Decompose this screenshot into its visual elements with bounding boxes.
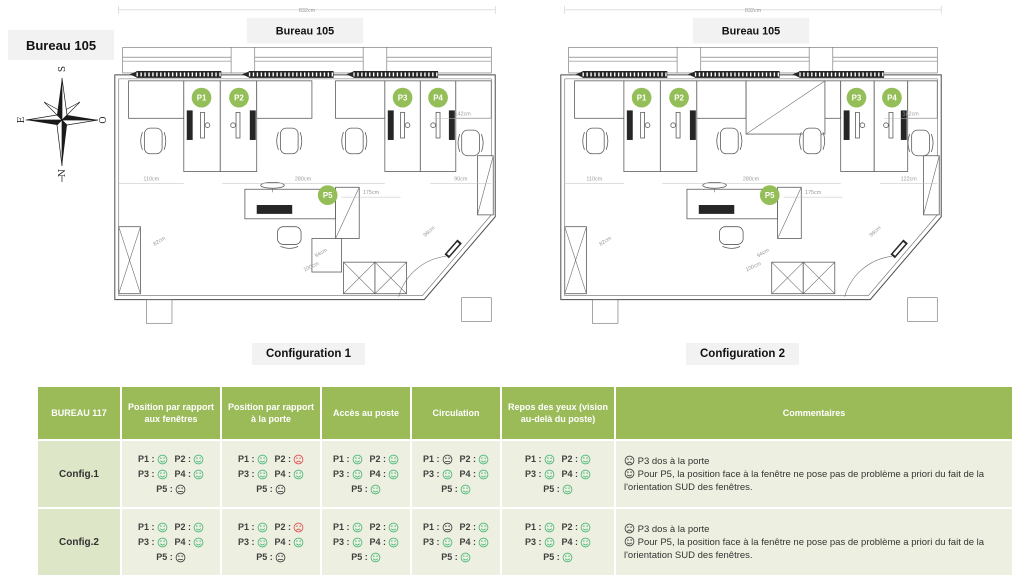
- position-rating: [525, 535, 555, 550]
- desk-p5: [687, 182, 801, 248]
- rating-position-label: P1 :: [332, 521, 350, 532]
- rating-position-label: P2 :: [369, 453, 387, 464]
- position-rating: [423, 535, 453, 550]
- svg-text:100cm: 100cm: [744, 261, 763, 274]
- plan-title: Bureau 105: [275, 25, 335, 38]
- chair-icon: [458, 130, 483, 156]
- rating-position-label: P4 :: [174, 536, 192, 547]
- rating-position-label: P1 :: [524, 453, 542, 464]
- smile-face-icon: [442, 537, 453, 548]
- smile-face-icon: [157, 522, 168, 533]
- comment-cell: [616, 441, 1012, 507]
- smile-face-icon: [370, 552, 381, 563]
- rating-position-label: P5 :: [543, 483, 560, 494]
- position-rating: [423, 520, 453, 535]
- neutral-face-icon: [275, 484, 286, 495]
- smile-face-icon: [257, 522, 268, 533]
- position-rating: [238, 452, 268, 467]
- rating-position-label: P1 :: [332, 453, 350, 464]
- position-rating: [333, 467, 363, 482]
- rating-position-label: P1 :: [422, 521, 440, 532]
- position-rating: [562, 520, 592, 535]
- frown-face-icon: [293, 454, 304, 465]
- position-rating: [525, 452, 555, 467]
- rating-cell: [322, 509, 410, 575]
- svg-text:175cm: 175cm: [362, 190, 380, 197]
- windows: [130, 71, 438, 77]
- comment-text: Pour P5, la position face à la fenêtre ne pose pas de problème a priori du fait de la l'orientation SUD des fenêtres.: [624, 468, 985, 493]
- position-rating: [275, 467, 305, 482]
- chair-icon: [141, 128, 166, 154]
- svg-text:142cm: 142cm: [902, 111, 919, 118]
- position-label-p4: P4: [433, 93, 443, 103]
- position-label-p1: P1: [196, 93, 207, 103]
- door: [845, 239, 908, 296]
- smile-face-icon: [352, 537, 363, 548]
- desk-cluster-p3-p4: [336, 81, 492, 172]
- rating-cell: [502, 509, 614, 575]
- rating-position-label: P2 :: [174, 453, 192, 464]
- position-rating: [525, 520, 555, 535]
- smile-face-icon: [478, 537, 489, 548]
- rating-position-label: P1 :: [422, 453, 440, 464]
- desk-cluster-p1-p2: [129, 81, 312, 172]
- position-rating: [238, 467, 268, 482]
- comment-line: [624, 523, 1004, 536]
- rating-position-label: P4 :: [459, 468, 477, 479]
- windows: [576, 71, 884, 77]
- rating-cell: [122, 441, 220, 507]
- smile-face-icon: [388, 454, 399, 465]
- position-rating: [275, 535, 305, 550]
- smile-face-icon: [257, 454, 268, 465]
- smile-face-icon: [562, 484, 573, 495]
- room-label: Bureau 105: [8, 30, 114, 60]
- neutral-face-icon: [275, 552, 286, 563]
- compass-north-label: N: [58, 169, 68, 177]
- comment-text: P3 dos à la porte: [637, 523, 710, 535]
- position-rating: [138, 467, 168, 482]
- position-rating: [256, 550, 286, 565]
- position-label-p3: P3: [851, 93, 862, 103]
- rating-position-label: P1 :: [137, 521, 155, 532]
- rating-position-label: P1 :: [237, 453, 255, 464]
- smile-face-icon: [293, 469, 304, 480]
- rating-position-label: P3 :: [237, 536, 255, 547]
- rating-cell: [412, 441, 500, 507]
- svg-text:96cm: 96cm: [868, 225, 883, 239]
- chair-icon: [342, 128, 367, 154]
- svg-text:82cm: 82cm: [152, 235, 167, 248]
- chair-icon: [719, 227, 743, 249]
- compass-south-label: S: [58, 65, 68, 73]
- smile-face-icon: [562, 552, 573, 563]
- floor-plan-config-1: [96, 2, 516, 342]
- frown-face-icon: [624, 523, 635, 534]
- smile-face-icon: [193, 537, 204, 548]
- header-circulation: Circulation: [412, 387, 500, 439]
- plan-title: Bureau 105: [721, 25, 781, 38]
- rating-position-label: P4 :: [174, 468, 192, 479]
- rating-cell: [222, 441, 320, 507]
- chair-icon: [583, 128, 608, 154]
- svg-text:100cm: 100cm: [302, 261, 321, 274]
- position-rating: [175, 452, 205, 467]
- smile-face-icon: [460, 484, 471, 495]
- rating-position-label: P5 :: [156, 551, 173, 562]
- desk-p5: [245, 182, 359, 272]
- position-rating: [333, 535, 363, 550]
- position-rating: [256, 482, 286, 497]
- svg-text:175cm: 175cm: [804, 190, 822, 197]
- position-rating: [562, 535, 592, 550]
- position-rating: [333, 520, 363, 535]
- position-label-p5: P5: [764, 191, 775, 201]
- rating-position-label: P1 :: [524, 521, 542, 532]
- smile-face-icon: [478, 454, 489, 465]
- frown-face-icon: [624, 455, 635, 466]
- smile-face-icon: [157, 469, 168, 480]
- header-commentaires: Commentaires: [616, 387, 1012, 439]
- compass-west-label: O: [99, 116, 109, 124]
- compass-star: [26, 78, 98, 166]
- neutral-face-icon: [175, 484, 186, 495]
- chair-icon: [800, 128, 825, 154]
- svg-text:122cm: 122cm: [900, 176, 917, 183]
- neutral-face-icon: [175, 552, 186, 563]
- smile-face-icon: [544, 469, 555, 480]
- position-rating: [275, 520, 305, 535]
- rating-position-label: P3 :: [422, 536, 440, 547]
- rating-position-label: P4 :: [459, 536, 477, 547]
- rating-position-label: P5 :: [156, 483, 173, 494]
- header-position-porte: Position par rapport à la porte: [222, 387, 320, 439]
- position-rating: [138, 535, 168, 550]
- smile-face-icon: [257, 537, 268, 548]
- smile-face-icon: [580, 522, 591, 533]
- rating-position-label: P1 :: [237, 521, 255, 532]
- svg-text:280cm: 280cm: [294, 176, 312, 183]
- rating-cell: [502, 441, 614, 507]
- smile-face-icon: [478, 469, 489, 480]
- smile-face-icon: [580, 469, 591, 480]
- smile-face-icon: [388, 522, 399, 533]
- smile-face-icon: [388, 537, 399, 548]
- svg-text:90cm: 90cm: [454, 176, 468, 183]
- header-repos-yeux: Repos des yeux (vision au-delà du poste): [502, 387, 614, 439]
- svg-text:142cm: 142cm: [454, 111, 471, 118]
- position-label-p3: P3: [397, 93, 408, 103]
- smile-face-icon: [257, 469, 268, 480]
- overall-dimension: [119, 6, 495, 14]
- position-rating: [351, 482, 381, 497]
- position-rating: [460, 452, 490, 467]
- rating-cell: [222, 509, 320, 575]
- rating-position-label: P2 :: [561, 521, 579, 532]
- position-rating: [543, 550, 573, 565]
- row-label-config-2: Config.2: [38, 509, 120, 575]
- smile-face-icon: [157, 454, 168, 465]
- smile-face-icon: [478, 522, 489, 533]
- rating-position-label: P3 :: [332, 536, 350, 547]
- rating-position-label: P4 :: [274, 536, 292, 547]
- desk-cluster-p1-p2: [575, 81, 746, 172]
- position-label-p5: P5: [322, 191, 333, 201]
- rating-position-label: P4 :: [561, 536, 579, 547]
- position-rating: [370, 467, 400, 482]
- position-label-p1: P1: [636, 93, 647, 103]
- exterior-elements: [592, 298, 937, 324]
- comment-cell: [616, 509, 1012, 575]
- smile-face-icon: [460, 552, 471, 563]
- comment-text: P3 dos à la porte: [637, 455, 710, 467]
- position-rating: [423, 452, 453, 467]
- caption-configuration-1: Configuration 1: [252, 343, 365, 365]
- smile-face-icon: [624, 536, 635, 547]
- smile-face-icon: [580, 454, 591, 465]
- rating-position-label: P2 :: [561, 453, 579, 464]
- position-rating: [175, 520, 205, 535]
- svg-text:110cm: 110cm: [586, 176, 603, 183]
- neutral-face-icon: [442, 454, 453, 465]
- smile-face-icon: [193, 454, 204, 465]
- door: [399, 239, 462, 296]
- rating-position-label: P2 :: [274, 453, 292, 464]
- position-rating: [156, 550, 186, 565]
- rating-position-label: P3 :: [137, 468, 155, 479]
- svg-text:94cm: 94cm: [314, 247, 329, 260]
- position-rating: [275, 452, 305, 467]
- position-rating: [238, 520, 268, 535]
- position-rating: [333, 452, 363, 467]
- position-rating: [370, 452, 400, 467]
- smile-face-icon: [352, 469, 363, 480]
- rating-position-label: P2 :: [459, 453, 477, 464]
- frown-face-icon: [293, 522, 304, 533]
- smile-face-icon: [352, 454, 363, 465]
- rating-cell: [322, 441, 410, 507]
- window-sill-band: [123, 47, 492, 73]
- smile-face-icon: [352, 522, 363, 533]
- position-rating: [441, 482, 471, 497]
- rating-position-label: P5 :: [543, 551, 560, 562]
- rating-position-label: P4 :: [369, 468, 387, 479]
- smile-face-icon: [624, 468, 635, 479]
- rating-position-label: P2 :: [174, 521, 192, 532]
- caption-configuration-2: Configuration 2: [686, 343, 799, 365]
- position-rating: [156, 482, 186, 497]
- smile-face-icon: [193, 469, 204, 480]
- svg-text:280cm: 280cm: [742, 176, 760, 183]
- position-label-p2: P2: [234, 93, 244, 103]
- rating-position-label: P5 :: [441, 551, 458, 562]
- overall-dimension: [565, 6, 941, 14]
- position-rating: [460, 520, 490, 535]
- rating-position-label: P2 :: [369, 521, 387, 532]
- position-label-p4: P4: [887, 93, 897, 103]
- rating-position-label: P1 :: [137, 453, 155, 464]
- comment-line: [624, 468, 1004, 494]
- rating-position-label: P3 :: [332, 468, 350, 479]
- wardrobe-diagonal: [746, 81, 825, 134]
- rating-position-label: P2 :: [459, 521, 477, 532]
- rating-cell: [412, 509, 500, 575]
- comment-line: [624, 455, 1004, 468]
- position-label-p2: P2: [674, 93, 684, 103]
- chair-icon: [277, 128, 302, 154]
- chair-icon: [277, 227, 301, 249]
- position-rating: [562, 467, 592, 482]
- smile-face-icon: [157, 537, 168, 548]
- position-rating: [351, 550, 381, 565]
- rating-position-label: P3 :: [524, 468, 542, 479]
- position-rating: [543, 482, 573, 497]
- rating-position-label: P4 :: [274, 468, 292, 479]
- svg-text:82cm: 82cm: [598, 235, 613, 248]
- position-rating: [562, 452, 592, 467]
- position-rating: [175, 535, 205, 550]
- position-rating: [460, 467, 490, 482]
- rating-position-label: P2 :: [274, 521, 292, 532]
- exterior-elements: [146, 298, 491, 324]
- chair-icon: [717, 128, 742, 154]
- neutral-face-icon: [442, 522, 453, 533]
- rating-position-label: P4 :: [369, 536, 387, 547]
- smile-face-icon: [544, 454, 555, 465]
- smile-face-icon: [293, 537, 304, 548]
- rating-position-label: P3 :: [524, 536, 542, 547]
- position-rating: [370, 520, 400, 535]
- position-rating: [525, 467, 555, 482]
- smile-face-icon: [580, 537, 591, 548]
- position-rating: [175, 467, 205, 482]
- svg-text:832cm: 832cm: [744, 7, 762, 14]
- rating-position-label: P4 :: [561, 468, 579, 479]
- rating-position-label: P5 :: [441, 483, 458, 494]
- smile-face-icon: [544, 537, 555, 548]
- position-rating: [423, 467, 453, 482]
- chair-icon: [908, 130, 933, 156]
- svg-text:94cm: 94cm: [756, 247, 771, 260]
- header-acces-poste: Accès au poste: [322, 387, 410, 439]
- position-rating: [238, 535, 268, 550]
- rating-position-label: P5 :: [351, 483, 368, 494]
- floor-plan-config-2: [540, 2, 964, 342]
- compass-east-label: E: [17, 116, 27, 124]
- position-rating: [441, 550, 471, 565]
- smile-face-icon: [442, 469, 453, 480]
- position-rating: [460, 535, 490, 550]
- header-bureau: BUREAU 117: [38, 387, 120, 439]
- row-label-config-1: Config.1: [38, 441, 120, 507]
- header-position-fenetres: Position par rapport aux fenêtres: [122, 387, 220, 439]
- smile-face-icon: [370, 484, 381, 495]
- smile-face-icon: [388, 469, 399, 480]
- rating-position-label: P3 :: [237, 468, 255, 479]
- position-rating: [138, 520, 168, 535]
- window-sill-band: [569, 47, 938, 73]
- svg-text:110cm: 110cm: [143, 176, 160, 183]
- rating-position-label: P3 :: [137, 536, 155, 547]
- rating-position-label: P5 :: [256, 551, 273, 562]
- smile-face-icon: [193, 522, 204, 533]
- position-rating: [138, 452, 168, 467]
- rating-position-label: P3 :: [422, 468, 440, 479]
- comment-line: [624, 536, 1004, 562]
- evaluation-table: [38, 387, 1012, 575]
- position-rating: [370, 535, 400, 550]
- comment-text: Pour P5, la position face à la fenêtre ne pose pas de problème a priori du fait de la l'orientation SUD des fenêtres.: [624, 536, 985, 561]
- rating-cell: [122, 509, 220, 575]
- smile-face-icon: [544, 522, 555, 533]
- svg-text:832cm: 832cm: [298, 7, 316, 14]
- rating-position-label: P5 :: [256, 483, 273, 494]
- rating-position-label: P5 :: [351, 551, 368, 562]
- svg-text:96cm: 96cm: [422, 225, 437, 239]
